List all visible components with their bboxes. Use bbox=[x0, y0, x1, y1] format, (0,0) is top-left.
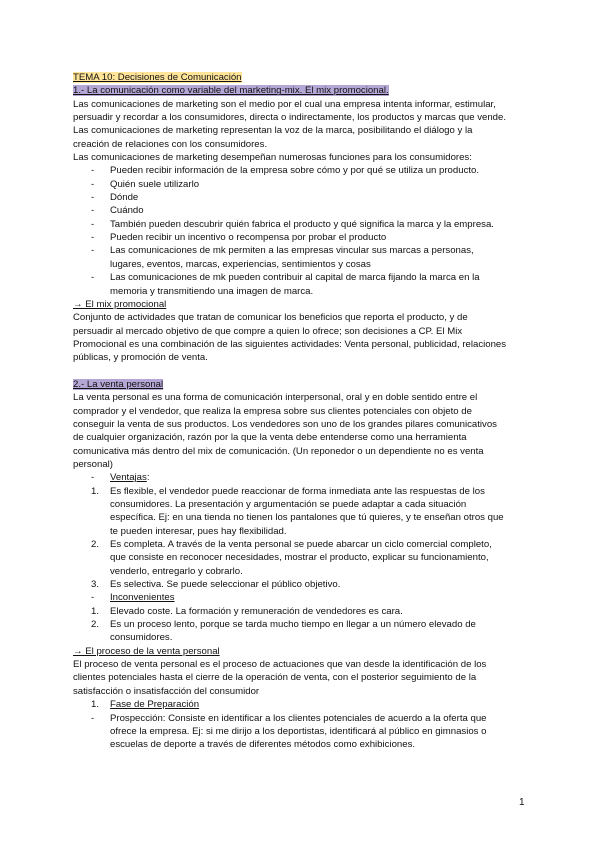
list-marker: - bbox=[91, 272, 95, 284]
text-line: satisfacción o insatisfacción del consumidor bbox=[73, 685, 260, 697]
list-item-text: Pueden recibir un incentivo o recompensa por probar el producto bbox=[110, 232, 387, 244]
list-item-text: Elevado coste. La formación y remuneración de vendedores es cara. bbox=[110, 605, 403, 617]
list-item-text: Es un proceso lento, porque se tarda mucho tiempo en llegar a un número elevado de bbox=[110, 619, 476, 631]
list-marker: - bbox=[91, 178, 95, 190]
list-marker: 1. bbox=[91, 485, 100, 497]
list-item-text: te pueden interesar, pues hay flexibilidad. bbox=[110, 525, 287, 537]
list-item-text: Dónde bbox=[110, 192, 139, 204]
text-line: personal) bbox=[73, 458, 113, 470]
text-line: El proceso de venta personal es el proceso de actuaciones que van desde la identificación de los bbox=[73, 659, 487, 671]
list-marker: 1. bbox=[91, 605, 100, 617]
list-marker: - bbox=[91, 232, 95, 244]
document-page bbox=[73, 71, 543, 752]
list-item-text: escuelas de deporte a través de diferentes métodos como exhibiciones. bbox=[110, 739, 416, 751]
list-item bbox=[73, 191, 543, 204]
list-item bbox=[73, 485, 543, 538]
functions-list bbox=[73, 164, 543, 297]
list-item-text: lugares, eventos, marcas, experiencias, sentimientos y cosas bbox=[110, 258, 371, 270]
mix-promocional-paragraph bbox=[73, 311, 543, 364]
list-item bbox=[73, 618, 543, 645]
list-item-text: Prospección: Consiste en identificar a los clientes potenciales de acuerdo a la oferta que bbox=[110, 712, 487, 724]
text-line: creación de relaciones con los consumidores. bbox=[73, 138, 268, 150]
list-marker: - bbox=[91, 245, 95, 257]
list-item-text: consumidores. bbox=[110, 632, 173, 644]
list-item-text: específica. Ej: en una tienda no tienen los pantalones que tú quieres, y te enseñan otros que bbox=[110, 512, 504, 524]
list-item-text: Quién suele utilizarlo bbox=[110, 178, 200, 190]
text-line: persuadir y recordar a los consumidores, directa o indirectamente, los productos y marcas que vende. bbox=[73, 112, 506, 124]
list-item-text: Las comunicaciones de mk pueden contribuir al capital de marca fijando la marca en la bbox=[110, 272, 480, 284]
text-line: de cualquier organización, razón por la que la venta debe entenderse como una herramienta bbox=[73, 432, 467, 444]
text-line: Las comunicaciones de marketing representan la voz de la marca, posibilitando el diálogo y la bbox=[73, 125, 473, 137]
list-item bbox=[73, 178, 543, 191]
list-item bbox=[73, 231, 543, 244]
list-item bbox=[73, 578, 543, 591]
list-item bbox=[73, 244, 543, 271]
list-marker: - bbox=[91, 218, 95, 230]
list-marker: - bbox=[91, 165, 95, 177]
prospeccion-item bbox=[73, 712, 543, 752]
text-line: persuadir al mercado objetivo de que compre a quien lo ofrece; son decisiones a CP. El Mix bbox=[73, 325, 463, 337]
ventajas-label: - Ventajas: bbox=[91, 472, 150, 484]
list-item-text: Es selectiva. Se puede seleccionar el público objetivo. bbox=[110, 579, 341, 591]
fase-preparacion-label: 1. Fase de Preparación bbox=[91, 699, 200, 711]
section-2-paragraph bbox=[73, 391, 543, 471]
list-item bbox=[73, 204, 543, 217]
list-item-text: Cuándo bbox=[110, 205, 144, 217]
proceso-heading: → El proceso de la venta personal bbox=[73, 645, 220, 657]
list-item bbox=[73, 538, 543, 578]
list-marker: 2. bbox=[91, 619, 100, 631]
proceso-paragraph bbox=[73, 658, 543, 698]
text-line: Promocional es una combinación de las siguientes actividades: Venta personal, publicidad, relaciones bbox=[73, 338, 507, 350]
inconvenientes-label: - Inconvenientes bbox=[91, 592, 175, 604]
page-number: 1 bbox=[519, 797, 525, 808]
section-1-paragraph bbox=[73, 98, 543, 151]
text-line: Las comunicaciones de marketing son el medio por el cual una empresa intenta informar, estimular, bbox=[73, 98, 496, 110]
list-item-text: Las comunicaciones de mk permiten a las empresas vincular sus marcas a personas, bbox=[110, 245, 474, 257]
list-marker: - bbox=[91, 205, 95, 217]
document-title: TEMA 10: Decisiones de Comunicación bbox=[73, 72, 242, 83]
functions-intro: Las comunicaciones de marketing desempeñan numerosas funciones para los consumidores: bbox=[73, 152, 472, 164]
inconvenientes-list bbox=[73, 605, 543, 645]
list-marker: - bbox=[91, 192, 95, 204]
list-item bbox=[73, 271, 543, 298]
list-item-text: Pueden recibir información de la empresa sobre cómo y por qué se utiliza un producto. bbox=[110, 165, 480, 177]
text-line: Conjunto de actividades que tratan de comunicar los beneficios que reporta el producto, y de bbox=[73, 312, 468, 324]
mix-promocional-heading: → El mix promocional bbox=[73, 298, 167, 310]
ventajas-list bbox=[73, 485, 543, 592]
list-item-text: memoria y transmitiendo una imagen de marca. bbox=[110, 285, 314, 297]
text-line: La venta personal es una forma de comunicación interpersonal, oral y en doble sentido entre el bbox=[73, 392, 478, 404]
list-item-text: Es flexible, el vendedor puede reaccionar de forma inmediata ante las respuestas de los bbox=[110, 485, 485, 497]
list-item-text: consumidores. La presentación y argumentación se puede adaptar a cada situación bbox=[110, 499, 467, 510]
text-line: comprador y el vendedor, que realiza la empresa sobre sus clientes potenciales con objeto de bbox=[73, 405, 472, 417]
list-marker: 2. bbox=[91, 539, 100, 551]
list-marker: - bbox=[91, 712, 95, 724]
text-line: clientes potenciales hasta el cierre de la operación de venta, con el posterior seguimiento de la bbox=[73, 672, 477, 684]
list-item-text: ofrece la empresa. Ej: si me dirijo a los deportistas, identificará al público en gimnasios o bbox=[110, 725, 487, 737]
list-item-text: venderlo, entregarlo y cobrarlo. bbox=[110, 565, 243, 577]
list-marker: 3. bbox=[91, 579, 100, 591]
section-1-heading: 1.- La comunicación como variable del marketing-mix. El mix promocional. bbox=[73, 85, 389, 97]
text-line: comunicativa más dentro del mix de comunicación. (Un reponedor o un dependiente no es venta bbox=[73, 445, 484, 457]
text-line: públicas, y promoción de venta. bbox=[73, 352, 208, 364]
list-item-text: que consiste en reconocer necesidades, mostrar el producto, explicar su funcionamiento, bbox=[110, 552, 489, 564]
list-item-text: También pueden descubrir quién fabrica el producto y qué significa la marca y la empresa. bbox=[110, 218, 494, 230]
list-item bbox=[73, 164, 543, 177]
text-line: conseguir la venta de sus productos. Los vendedores son uno de los grandes pilares comunicativos bbox=[73, 418, 497, 430]
list-item-text: Es completa. A través de la venta personal se puede abarcar un ciclo comercial completo, bbox=[110, 539, 492, 551]
section-2-heading: 2.- La venta personal bbox=[73, 378, 164, 390]
list-item bbox=[73, 605, 543, 618]
list-item bbox=[73, 218, 543, 231]
